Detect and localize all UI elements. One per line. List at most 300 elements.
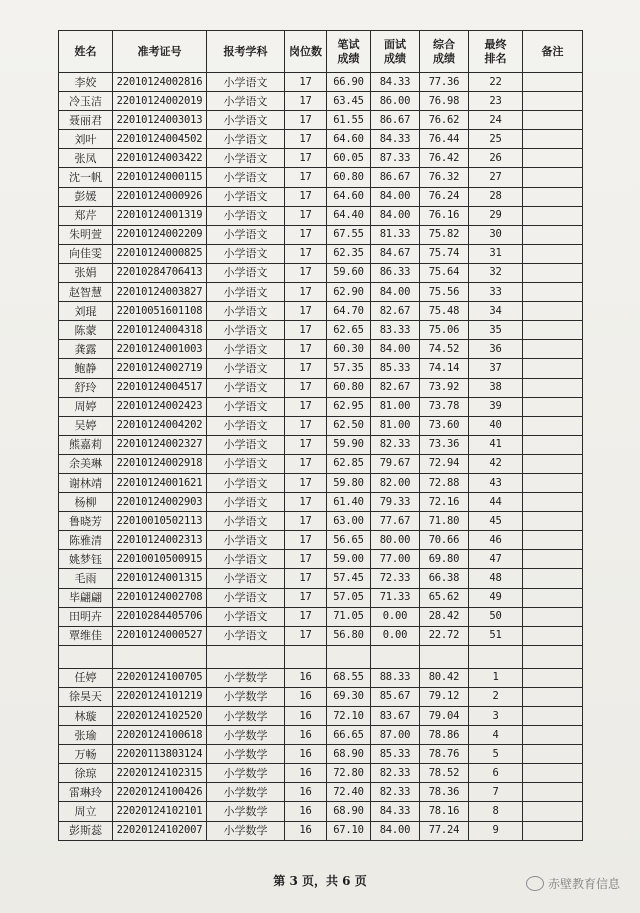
cell-total-score: 71.80 <box>420 512 469 531</box>
cell-final-rank: 5 <box>469 745 523 764</box>
cell-positions <box>285 645 327 668</box>
cell-remarks <box>523 493 583 512</box>
cell-positions: 17 <box>285 225 327 244</box>
cell-subject: 小学语文 <box>207 550 285 569</box>
cell-name: 刘叶 <box>59 130 113 149</box>
cell-exam-id: 22020124102101 <box>113 802 207 821</box>
cell-interview-score: 84.00 <box>371 340 420 359</box>
cell-subject: 小学语文 <box>207 512 285 531</box>
cell-final-rank: 33 <box>469 283 523 302</box>
cell-total-score: 80.42 <box>420 668 469 687</box>
cell-name: 林璇 <box>59 707 113 726</box>
cell-final-rank: 4 <box>469 726 523 745</box>
cell-exam-id <box>113 645 207 668</box>
cell-interview-score: 83.67 <box>371 707 420 726</box>
cell-name: 余美琳 <box>59 454 113 473</box>
cell-subject: 小学语文 <box>207 149 285 168</box>
cell-total-score: 69.80 <box>420 550 469 569</box>
cell-total-score: 72.88 <box>420 473 469 492</box>
cell-final-rank: 6 <box>469 764 523 783</box>
cell-name: 田明卉 <box>59 607 113 626</box>
cell-exam-id: 22010124001621 <box>113 473 207 492</box>
cell-positions: 17 <box>285 302 327 321</box>
cell-exam-id: 22010124000527 <box>113 626 207 645</box>
cell-exam-id: 22020113803124 <box>113 745 207 764</box>
cell-name: 陈蒙 <box>59 321 113 340</box>
cell-remarks <box>523 378 583 397</box>
cell-interview-score: 79.33 <box>371 493 420 512</box>
cell-total-score: 70.66 <box>420 531 469 550</box>
cell-positions: 17 <box>285 92 327 111</box>
cell-exam-id: 22010124002719 <box>113 359 207 378</box>
table-row <box>59 244 583 263</box>
cell-interview-score: 77.67 <box>371 512 420 531</box>
cell-interview-score: 0.00 <box>371 607 420 626</box>
table-row <box>59 359 583 378</box>
cell-interview-score: 86.00 <box>371 92 420 111</box>
cell-name: 龚露 <box>59 340 113 359</box>
cell-total-score: 76.62 <box>420 111 469 130</box>
cell-total-score: 28.42 <box>420 607 469 626</box>
cell-written-score: 62.90 <box>327 283 371 302</box>
cell-written-score <box>327 645 371 668</box>
cell-subject: 小学语文 <box>207 416 285 435</box>
cell-final-rank: 22 <box>469 73 523 92</box>
cell-interview-score: 82.67 <box>371 302 420 321</box>
cell-positions: 17 <box>285 340 327 359</box>
cell-final-rank: 28 <box>469 187 523 206</box>
cell-name: 万畅 <box>59 745 113 764</box>
cell-name: 李姣 <box>59 73 113 92</box>
table-row <box>59 378 583 397</box>
cell-remarks <box>523 821 583 840</box>
cell-final-rank: 41 <box>469 435 523 454</box>
cell-subject <box>207 645 285 668</box>
cell-remarks <box>523 569 583 588</box>
cell-remarks <box>523 92 583 111</box>
cell-final-rank: 48 <box>469 569 523 588</box>
cell-exam-id: 22010124000926 <box>113 187 207 206</box>
cell-remarks <box>523 168 583 187</box>
cell-name: 郑芹 <box>59 206 113 225</box>
cell-written-score: 71.05 <box>327 607 371 626</box>
cell-positions: 16 <box>285 707 327 726</box>
cell-subject: 小学语文 <box>207 473 285 492</box>
cell-subject: 小学数学 <box>207 764 285 783</box>
cell-final-rank <box>469 645 523 668</box>
cell-total-score: 78.16 <box>420 802 469 821</box>
table-body <box>59 73 583 841</box>
cell-exam-id: 22010124001003 <box>113 340 207 359</box>
cell-total-score: 73.60 <box>420 416 469 435</box>
watermark-text: 赤壁教育信息 <box>547 877 620 891</box>
table-row <box>59 416 583 435</box>
cell-total-score: 73.92 <box>420 378 469 397</box>
cell-name: 毛雨 <box>59 569 113 588</box>
table-row <box>59 206 583 225</box>
table-row <box>59 321 583 340</box>
cell-subject: 小学语文 <box>207 321 285 340</box>
table-row <box>59 397 583 416</box>
cell-name: 向佳雯 <box>59 244 113 263</box>
cell-positions: 17 <box>285 244 327 263</box>
cell-remarks <box>523 645 583 668</box>
cell-subject: 小学语文 <box>207 607 285 626</box>
cell-interview-score: 81.33 <box>371 225 420 244</box>
cell-name: 谢林靖 <box>59 473 113 492</box>
cell-total-score: 75.48 <box>420 302 469 321</box>
cell-total-score: 75.56 <box>420 283 469 302</box>
cell-interview-score: 81.00 <box>371 416 420 435</box>
cell-remarks <box>523 626 583 645</box>
table-row <box>59 168 583 187</box>
cell-name: 聂丽君 <box>59 111 113 130</box>
cell-positions: 17 <box>285 416 327 435</box>
cell-name: 张瑜 <box>59 726 113 745</box>
cell-final-rank: 25 <box>469 130 523 149</box>
cell-total-score: 72.16 <box>420 493 469 512</box>
cell-written-score: 62.95 <box>327 397 371 416</box>
cell-final-rank: 3 <box>469 707 523 726</box>
table-row <box>59 707 583 726</box>
cell-interview-score: 82.33 <box>371 435 420 454</box>
cell-positions: 17 <box>285 550 327 569</box>
cell-interview-score: 86.67 <box>371 168 420 187</box>
cell-total-score <box>420 645 469 668</box>
table-row <box>59 283 583 302</box>
cell-written-score: 68.90 <box>327 802 371 821</box>
cell-interview-score: 0.00 <box>371 626 420 645</box>
cell-positions: 16 <box>285 726 327 745</box>
watermark <box>526 875 620 892</box>
cell-total-score: 76.16 <box>420 206 469 225</box>
cell-exam-id: 22010010500915 <box>113 550 207 569</box>
cell-interview-score: 85.67 <box>371 687 420 706</box>
cell-positions: 17 <box>285 283 327 302</box>
page-footer: 第 3 页，共 6 页 <box>273 874 367 888</box>
cell-final-rank: 49 <box>469 588 523 607</box>
cell-name: 鲁晓芳 <box>59 512 113 531</box>
cell-subject: 小学语文 <box>207 111 285 130</box>
cell-subject: 小学数学 <box>207 802 285 821</box>
cell-subject: 小学语文 <box>207 435 285 454</box>
cell-interview-score: 84.00 <box>371 206 420 225</box>
cell-remarks <box>523 687 583 706</box>
cell-total-score: 75.82 <box>420 225 469 244</box>
cell-positions: 16 <box>285 802 327 821</box>
cell-written-score: 69.30 <box>327 687 371 706</box>
cell-written-score: 57.45 <box>327 569 371 588</box>
cell-interview-score: 85.33 <box>371 359 420 378</box>
cell-name: 彭斯蕊 <box>59 821 113 840</box>
cell-remarks <box>523 550 583 569</box>
cell-subject: 小学语文 <box>207 92 285 111</box>
cell-exam-id: 22010124003422 <box>113 149 207 168</box>
cell-subject: 小学语文 <box>207 130 285 149</box>
cell-final-rank: 39 <box>469 397 523 416</box>
cell-remarks <box>523 607 583 626</box>
cell-written-score: 64.60 <box>327 187 371 206</box>
cell-total-score: 73.36 <box>420 435 469 454</box>
cell-written-score: 68.55 <box>327 668 371 687</box>
cell-remarks <box>523 764 583 783</box>
cell-name: 鲍静 <box>59 359 113 378</box>
cell-remarks <box>523 206 583 225</box>
cell-remarks <box>523 283 583 302</box>
cell-total-score: 76.44 <box>420 130 469 149</box>
cell-subject: 小学语文 <box>207 206 285 225</box>
cell-subject: 小学语文 <box>207 168 285 187</box>
cell-written-score: 64.70 <box>327 302 371 321</box>
cell-remarks <box>523 588 583 607</box>
cell-positions: 17 <box>285 588 327 607</box>
cell-name: 覃维佳 <box>59 626 113 645</box>
cell-exam-id: 22010124002423 <box>113 397 207 416</box>
cell-remarks <box>523 263 583 282</box>
cell-interview-score: 88.33 <box>371 668 420 687</box>
cell-interview-score: 84.67 <box>371 244 420 263</box>
header-final-rank: 最终 排名 <box>469 31 523 73</box>
cell-exam-id: 22010124004517 <box>113 378 207 397</box>
cell-interview-score: 86.33 <box>371 263 420 282</box>
table-row <box>59 745 583 764</box>
cell-remarks <box>523 531 583 550</box>
cell-written-score: 64.40 <box>327 206 371 225</box>
cell-positions: 17 <box>285 321 327 340</box>
cell-remarks <box>523 111 583 130</box>
table-row <box>59 802 583 821</box>
table-row <box>59 187 583 206</box>
cell-written-score: 57.35 <box>327 359 371 378</box>
table-header-row <box>59 31 583 73</box>
cell-name: 吴婷 <box>59 416 113 435</box>
table-row <box>59 225 583 244</box>
cell-final-rank: 30 <box>469 225 523 244</box>
cell-total-score: 77.24 <box>420 821 469 840</box>
cell-interview-score: 84.00 <box>371 187 420 206</box>
cell-final-rank: 31 <box>469 244 523 263</box>
cell-final-rank: 50 <box>469 607 523 626</box>
table-row <box>59 302 583 321</box>
cell-total-score: 75.06 <box>420 321 469 340</box>
cell-remarks <box>523 73 583 92</box>
cell-total-score: 76.42 <box>420 149 469 168</box>
cell-subject: 小学数学 <box>207 821 285 840</box>
cell-interview-score: 81.00 <box>371 397 420 416</box>
cell-remarks <box>523 473 583 492</box>
cell-total-score: 65.62 <box>420 588 469 607</box>
cell-positions: 17 <box>285 168 327 187</box>
cell-exam-id: 22010124002313 <box>113 531 207 550</box>
cell-written-score: 72.40 <box>327 783 371 802</box>
cell-remarks <box>523 225 583 244</box>
cell-positions: 17 <box>285 359 327 378</box>
cell-interview-score: 85.33 <box>371 745 420 764</box>
cell-written-score: 72.80 <box>327 764 371 783</box>
cell-exam-id: 22020124101219 <box>113 687 207 706</box>
cell-final-rank: 24 <box>469 111 523 130</box>
cell-name: 姚梦钰 <box>59 550 113 569</box>
header-total-score: 综合 成绩 <box>420 31 469 73</box>
cell-final-rank: 38 <box>469 378 523 397</box>
table-row <box>59 263 583 282</box>
cell-subject: 小学数学 <box>207 687 285 706</box>
cell-exam-id: 22010051601108 <box>113 302 207 321</box>
table-row <box>59 569 583 588</box>
wechat-icon <box>526 876 544 891</box>
cell-total-score: 75.74 <box>420 244 469 263</box>
header-subject: 报考学科 <box>207 31 285 73</box>
table-row <box>59 783 583 802</box>
cell-exam-id: 22010124002209 <box>113 225 207 244</box>
cell-final-rank: 40 <box>469 416 523 435</box>
table-row <box>59 626 583 645</box>
cell-remarks <box>523 321 583 340</box>
cell-remarks <box>523 512 583 531</box>
cell-exam-id: 22010124001319 <box>113 206 207 225</box>
cell-subject: 小学语文 <box>207 283 285 302</box>
cell-written-score: 63.00 <box>327 512 371 531</box>
cell-subject: 小学数学 <box>207 783 285 802</box>
cell-written-score: 56.65 <box>327 531 371 550</box>
table-row <box>59 588 583 607</box>
cell-final-rank: 44 <box>469 493 523 512</box>
table-row <box>59 726 583 745</box>
cell-subject: 小学语文 <box>207 73 285 92</box>
cell-exam-id: 22010124000115 <box>113 168 207 187</box>
cell-exam-id: 22010284706413 <box>113 263 207 282</box>
cell-interview-score: 87.00 <box>371 726 420 745</box>
cell-interview-score: 87.33 <box>371 149 420 168</box>
cell-remarks <box>523 302 583 321</box>
table-row <box>59 493 583 512</box>
cell-remarks <box>523 340 583 359</box>
cell-interview-score: 84.33 <box>371 73 420 92</box>
table-row <box>59 821 583 840</box>
cell-written-score: 68.90 <box>327 745 371 764</box>
cell-total-score: 76.24 <box>420 187 469 206</box>
cell-exam-id: 22020124100705 <box>113 668 207 687</box>
cell-remarks <box>523 130 583 149</box>
cell-written-score: 64.60 <box>327 130 371 149</box>
cell-subject: 小学语文 <box>207 588 285 607</box>
cell-interview-score: 80.00 <box>371 531 420 550</box>
cell-remarks <box>523 745 583 764</box>
cell-positions: 17 <box>285 493 327 512</box>
table-row <box>59 550 583 569</box>
cell-interview-score: 82.00 <box>371 473 420 492</box>
cell-interview-score: 82.67 <box>371 378 420 397</box>
cell-final-rank: 35 <box>469 321 523 340</box>
cell-subject: 小学语文 <box>207 493 285 512</box>
cell-name: 朱明萱 <box>59 225 113 244</box>
table-row <box>59 454 583 473</box>
cell-name: 徐昊天 <box>59 687 113 706</box>
cell-total-score: 76.98 <box>420 92 469 111</box>
cell-positions: 17 <box>285 263 327 282</box>
cell-name: 杨柳 <box>59 493 113 512</box>
cell-name: 冷玉洁 <box>59 92 113 111</box>
cell-subject: 小学语文 <box>207 378 285 397</box>
cell-remarks <box>523 416 583 435</box>
cell-total-score: 74.52 <box>420 340 469 359</box>
cell-written-score: 61.55 <box>327 111 371 130</box>
cell-subject: 小学语文 <box>207 359 285 378</box>
cell-subject: 小学语文 <box>207 454 285 473</box>
cell-exam-id: 22020124102007 <box>113 821 207 840</box>
cell-positions: 17 <box>285 435 327 454</box>
cell-exam-id: 22020124102315 <box>113 764 207 783</box>
cell-total-score: 66.38 <box>420 569 469 588</box>
cell-subject: 小学语文 <box>207 531 285 550</box>
cell-name: 彭媛 <box>59 187 113 206</box>
header-name: 姓名 <box>59 31 113 73</box>
table-row <box>59 340 583 359</box>
cell-name <box>59 645 113 668</box>
cell-exam-id: 22010124004502 <box>113 130 207 149</box>
cell-final-rank: 23 <box>469 92 523 111</box>
cell-written-score: 60.30 <box>327 340 371 359</box>
cell-subject: 小学语文 <box>207 244 285 263</box>
cell-exam-id: 22010010502113 <box>113 512 207 531</box>
header-exam-id: 准考证号 <box>113 31 207 73</box>
cell-exam-id: 22010124004202 <box>113 416 207 435</box>
cell-subject: 小学语文 <box>207 263 285 282</box>
table-row <box>59 111 583 130</box>
cell-subject: 小学语文 <box>207 626 285 645</box>
table-row <box>59 645 583 668</box>
cell-name: 刘琨 <box>59 302 113 321</box>
cell-positions: 17 <box>285 397 327 416</box>
cell-interview-score: 79.67 <box>371 454 420 473</box>
cell-exam-id: 22010124002816 <box>113 73 207 92</box>
table-row <box>59 92 583 111</box>
cell-final-rank: 26 <box>469 149 523 168</box>
cell-final-rank: 2 <box>469 687 523 706</box>
cell-written-score: 67.10 <box>327 821 371 840</box>
cell-written-score: 62.50 <box>327 416 371 435</box>
cell-exam-id: 22020124100618 <box>113 726 207 745</box>
cell-name: 周婷 <box>59 397 113 416</box>
cell-exam-id: 22010124002019 <box>113 92 207 111</box>
cell-remarks <box>523 187 583 206</box>
cell-interview-score: 84.00 <box>371 283 420 302</box>
cell-total-score: 78.36 <box>420 783 469 802</box>
cell-total-score: 75.64 <box>420 263 469 282</box>
cell-positions: 17 <box>285 378 327 397</box>
cell-name: 赵智慧 <box>59 283 113 302</box>
cell-exam-id: 22020124102520 <box>113 707 207 726</box>
table-row <box>59 668 583 687</box>
table-row <box>59 149 583 168</box>
cell-positions: 17 <box>285 626 327 645</box>
cell-remarks <box>523 454 583 473</box>
cell-name: 陈雅清 <box>59 531 113 550</box>
cell-final-rank: 37 <box>469 359 523 378</box>
cell-total-score: 22.72 <box>420 626 469 645</box>
cell-written-score: 59.80 <box>327 473 371 492</box>
cell-written-score: 60.05 <box>327 149 371 168</box>
cell-interview-score: 71.33 <box>371 588 420 607</box>
cell-written-score: 56.80 <box>327 626 371 645</box>
cell-positions: 17 <box>285 531 327 550</box>
header-remarks: 备注 <box>523 31 583 73</box>
cell-total-score: 77.36 <box>420 73 469 92</box>
table-row <box>59 130 583 149</box>
cell-subject: 小学语文 <box>207 187 285 206</box>
cell-total-score: 78.86 <box>420 726 469 745</box>
cell-subject: 小学语文 <box>207 302 285 321</box>
